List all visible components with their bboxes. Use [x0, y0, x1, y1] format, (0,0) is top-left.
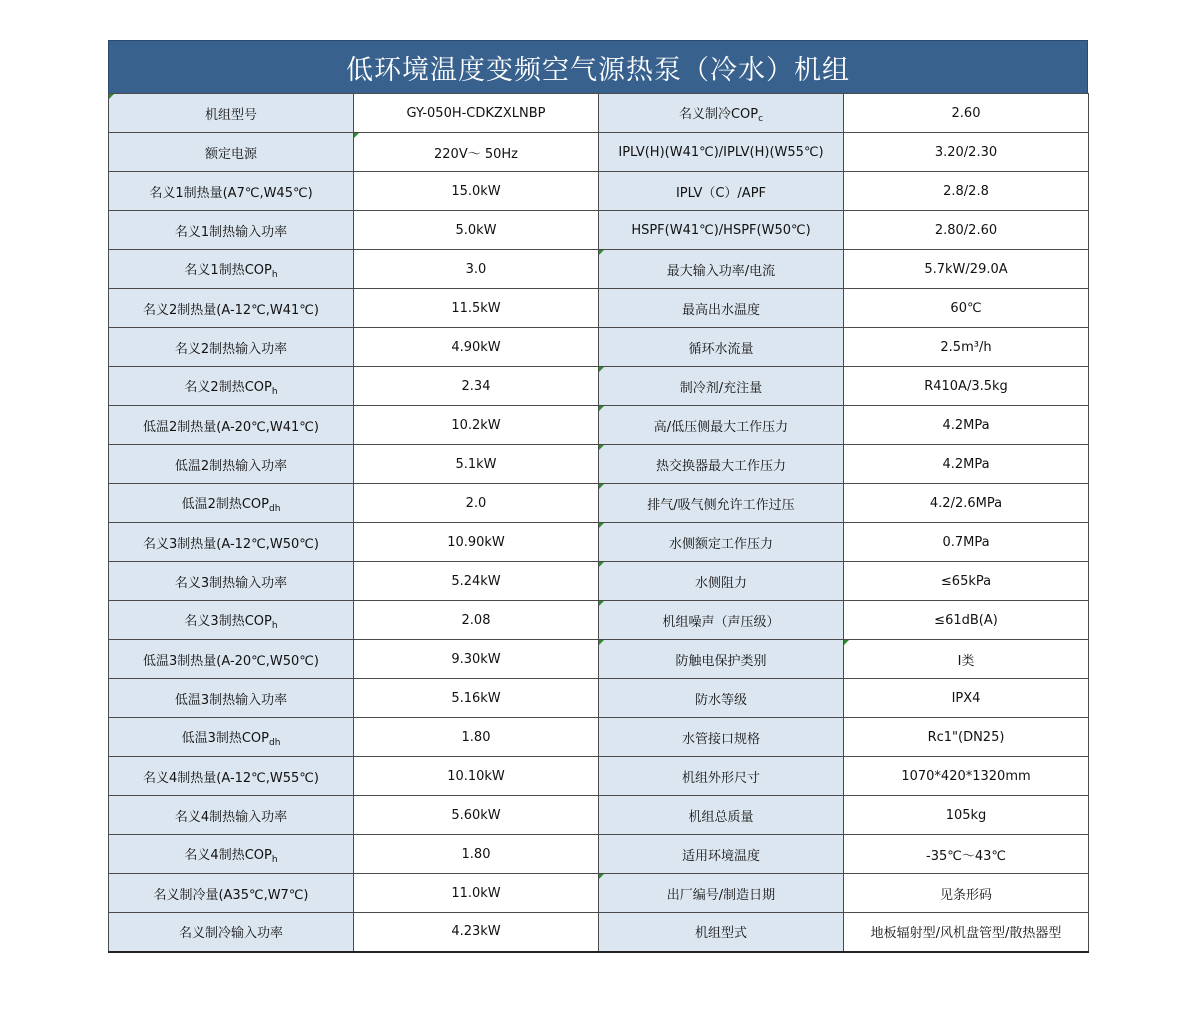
spec-value: [354, 562, 599, 601]
spec-label-text: 名义4制热输入功率: [174, 809, 288, 825]
subscript: h: [271, 386, 278, 397]
table-row: [109, 445, 1089, 484]
spec-value: [354, 289, 599, 328]
spec-value-text: 地板辐射型/风机盘管型/散热器型: [870, 926, 1062, 942]
spec-value: [844, 406, 1089, 445]
spec-value: [354, 484, 599, 523]
spec-label-text: 名义4制热COP: [184, 847, 272, 863]
spec-value-text: 4.2/2.6MPa: [929, 495, 1003, 511]
spec-label: [599, 211, 844, 250]
spec-value-text: 4.2MPa: [942, 417, 990, 433]
spec-value-text: Rc1"(DN25): [927, 729, 1005, 745]
spec-value-text: 5.16kW: [451, 690, 501, 706]
spec-label: [109, 133, 354, 172]
spec-label-text: 机组外形尺寸: [681, 770, 760, 786]
spec-value: [354, 172, 599, 211]
spec-label: [599, 133, 844, 172]
spec-value: [354, 874, 599, 913]
spec-label: [109, 562, 354, 601]
spec-value: [844, 913, 1089, 952]
table-row: [109, 289, 1089, 328]
spec-label-text: 制冷剂/充注量: [679, 380, 763, 396]
table-row: [109, 523, 1089, 562]
spec-value-text: 4.23kW: [451, 924, 501, 940]
table-row: [109, 679, 1089, 718]
spec-value-text: IPX4: [951, 690, 981, 706]
spec-label-text: 名义制冷COP: [678, 106, 759, 122]
spec-label-text: 低温3制热COP: [181, 730, 269, 746]
spec-label: [109, 640, 354, 679]
spec-label-text: 低温2制热输入功率: [174, 458, 288, 474]
spec-value: [354, 133, 599, 172]
spec-label-text: 名义1制热COP: [184, 262, 272, 278]
table-row: [109, 211, 1089, 250]
spec-label: [599, 874, 844, 913]
spec-label-text: 适用环境温度: [681, 848, 760, 864]
spec-label-text: 机组噪声（声压级）: [662, 614, 780, 630]
spec-value: [354, 94, 599, 133]
spec-sheet: [108, 40, 1088, 953]
spec-value: [844, 484, 1089, 523]
spec-label-text: 名义2制热量(A-12℃,W41℃): [143, 302, 319, 318]
spec-value: [354, 250, 599, 289]
spec-value-text: -35℃～43℃: [926, 848, 1006, 864]
spec-value: [844, 445, 1089, 484]
spec-label-text: 名义1制热输入功率: [174, 224, 288, 240]
spec-value-text: 2.5m³/h: [940, 339, 992, 355]
table-row: [109, 601, 1089, 640]
table-row: [109, 406, 1089, 445]
spec-value: [844, 328, 1089, 367]
spec-value-text: I类: [957, 653, 975, 669]
spec-label-text: 低温2制热COP: [181, 496, 269, 512]
spec-label-text: IPLV（C）/APF: [675, 185, 767, 201]
spec-label: [599, 679, 844, 718]
spec-label: [599, 289, 844, 328]
spec-label: [599, 367, 844, 406]
spec-value-text: 220V～ 50Hz: [434, 146, 518, 162]
spec-label: [109, 172, 354, 211]
spec-value-text: 3.0: [465, 261, 487, 277]
spec-label: [109, 289, 354, 328]
spec-label: [109, 250, 354, 289]
spec-value-text: 4.2MPa: [942, 456, 990, 472]
spec-label: [599, 757, 844, 796]
table-row: [109, 913, 1089, 952]
spec-value: [354, 211, 599, 250]
spec-value-text: 10.90kW: [447, 534, 505, 550]
spec-value: [844, 211, 1089, 250]
spec-value-text: ≤65kPa: [940, 573, 992, 589]
spec-label-text: 排气/吸气侧允许工作过压: [647, 497, 795, 513]
spec-label-text: 高/低压侧最大工作压力: [653, 419, 789, 435]
spec-value-text: 1.80: [461, 846, 491, 862]
spec-label-text: 热交换器最大工作压力: [655, 458, 786, 474]
spec-label: [109, 445, 354, 484]
spec-label-text: 最大输入功率/电流: [666, 263, 776, 279]
spec-value: [844, 523, 1089, 562]
table-row: [109, 562, 1089, 601]
subscript: dh: [269, 503, 281, 514]
spec-value-text: 2.34: [461, 378, 491, 394]
spec-label: [109, 679, 354, 718]
subscript: h: [271, 854, 278, 865]
spec-value-text: 1.80: [461, 729, 491, 745]
spec-value-text: 60℃: [950, 300, 982, 316]
spec-label: [109, 757, 354, 796]
spec-label-text: 水侧额定工作压力: [668, 536, 773, 552]
subscript: dh: [269, 737, 281, 748]
spec-value: [844, 835, 1089, 874]
spec-label-text: 名义制冷输入功率: [178, 926, 283, 942]
spec-label-text: 名义3制热量(A-12℃,W50℃): [143, 536, 319, 552]
table-row: [109, 835, 1089, 874]
spec-value-text: 105kg: [945, 807, 987, 823]
spec-label-text: 名义2制热输入功率: [174, 341, 288, 357]
spec-label: [599, 484, 844, 523]
spec-label: [109, 874, 354, 913]
spec-value: [844, 562, 1089, 601]
spec-value: [844, 250, 1089, 289]
spec-value-text: 15.0kW: [451, 183, 501, 199]
spec-label: [109, 718, 354, 757]
spec-label: [599, 835, 844, 874]
spec-value-text: 2.0: [465, 495, 487, 511]
table-row: [109, 796, 1089, 835]
spec-value: [354, 913, 599, 952]
spec-value-text: 见条形码: [939, 887, 992, 903]
spec-label-text: 名义2制热COP: [184, 379, 272, 395]
sheet-title: 低环境温度变频空气源热泵（冷水）机组: [108, 40, 1088, 93]
spec-label: [599, 913, 844, 952]
table-row: [109, 484, 1089, 523]
spec-value-text: 5.24kW: [451, 573, 501, 589]
spec-value: [354, 523, 599, 562]
spec-value: [354, 601, 599, 640]
spec-value-text: R410A/3.5kg: [924, 378, 1008, 394]
spec-label: [599, 445, 844, 484]
spec-label-text: 低温3制热输入功率: [174, 692, 288, 708]
table-row: [109, 328, 1089, 367]
spec-value-text: GY-050H-CDKZXLNBP: [406, 105, 546, 121]
spec-label-text: 名义制冷量(A35℃,W7℃): [153, 887, 309, 903]
table-row: [109, 250, 1089, 289]
spec-value: [354, 679, 599, 718]
spec-label-text: 名义3制热输入功率: [174, 575, 288, 591]
spec-label: [599, 172, 844, 211]
spec-label: [599, 523, 844, 562]
spec-value: [844, 874, 1089, 913]
spec-label-text: 名义3制热COP: [184, 613, 272, 629]
spec-value: [354, 796, 599, 835]
spec-label: [109, 601, 354, 640]
spec-value: [354, 640, 599, 679]
spec-value: [844, 679, 1089, 718]
spec-label-text: 机组总质量: [688, 809, 754, 825]
spec-label: [109, 484, 354, 523]
spec-value-text: 2.08: [461, 612, 491, 628]
spec-label: [599, 328, 844, 367]
spec-value: [844, 367, 1089, 406]
table-row: [109, 172, 1089, 211]
spec-label-text: 低温3制热量(A-20℃,W50℃): [143, 653, 319, 669]
spec-value-text: 2.60: [951, 105, 981, 121]
spec-value: [844, 640, 1089, 679]
spec-label: [109, 523, 354, 562]
spec-label-text: HSPF(W41℃)/HSPF(W50℃): [631, 222, 811, 238]
spec-value-text: ≤61dB(A): [934, 612, 998, 628]
table-row: [109, 640, 1089, 679]
spec-label-text: 水侧阻力: [694, 575, 747, 591]
spec-value: [844, 757, 1089, 796]
spec-value-text: 11.5kW: [451, 300, 501, 316]
spec-label: [599, 601, 844, 640]
spec-value-text: 10.10kW: [447, 768, 505, 784]
spec-label-text: 机组型号: [204, 107, 257, 123]
spec-label-text: 低温2制热量(A-20℃,W41℃): [143, 419, 319, 435]
spec-label-text: 出厂编号/制造日期: [666, 887, 776, 903]
spec-label-text: 额定电源: [204, 146, 257, 162]
spec-value: [354, 406, 599, 445]
spec-value-text: 9.30kW: [451, 651, 501, 667]
subscript: h: [271, 269, 278, 280]
spec-label-text: 机组型式: [694, 926, 747, 942]
spec-label: [599, 406, 844, 445]
spec-table: [108, 93, 1089, 953]
spec-value-text: 3.20/2.30: [934, 144, 998, 160]
spec-value-text: 5.7kW/29.0A: [924, 261, 1008, 277]
spec-value: [844, 133, 1089, 172]
spec-value-text: 5.1kW: [455, 456, 497, 472]
spec-value: [354, 328, 599, 367]
spec-label-text: 名义4制热量(A-12℃,W55℃): [143, 770, 319, 786]
spec-value: [354, 367, 599, 406]
spec-label: [599, 640, 844, 679]
spec-label: [109, 367, 354, 406]
spec-label-text: 防触电保护类别: [675, 653, 767, 669]
spec-value: [354, 757, 599, 796]
spec-value: [844, 601, 1089, 640]
table-row: [109, 757, 1089, 796]
spec-label-text: 水管接口规格: [681, 731, 760, 747]
spec-value: [844, 718, 1089, 757]
spec-value-text: 10.2kW: [451, 417, 501, 433]
spec-label-text: 名义1制热量(A7℃,W45℃): [149, 185, 313, 201]
table-row: [109, 718, 1089, 757]
spec-label: [599, 94, 844, 133]
spec-value-text: 5.60kW: [451, 807, 501, 823]
spec-label: [599, 718, 844, 757]
spec-label: [109, 835, 354, 874]
spec-label-text: 循环水流量: [688, 341, 754, 357]
spec-value: [354, 445, 599, 484]
spec-label: [109, 211, 354, 250]
spec-value-text: 2.8/2.8: [943, 183, 989, 199]
spec-value: [844, 796, 1089, 835]
table-row: [109, 367, 1089, 406]
subscript: h: [271, 620, 278, 631]
table-row: [109, 874, 1089, 913]
spec-label: [599, 250, 844, 289]
spec-value-text: 4.90kW: [451, 339, 501, 355]
spec-label: [109, 328, 354, 367]
spec-value: [844, 289, 1089, 328]
spec-label-text: 最高出水温度: [681, 302, 760, 318]
spec-value: [354, 835, 599, 874]
spec-label: [109, 94, 354, 133]
spec-value-text: 1070*420*1320mm: [901, 768, 1031, 784]
spec-value-text: 11.0kW: [451, 885, 501, 901]
spec-value-text: 5.0kW: [455, 222, 497, 238]
spec-value: [844, 94, 1089, 133]
spec-label-text: 防水等级: [694, 692, 747, 708]
subscript: c: [758, 113, 764, 124]
spec-label: [109, 913, 354, 952]
spec-value-text: 2.80/2.60: [934, 222, 998, 238]
spec-value: [844, 172, 1089, 211]
spec-label: [599, 796, 844, 835]
spec-value: [354, 718, 599, 757]
spec-label: [599, 562, 844, 601]
table-row: [109, 94, 1089, 133]
table-row: [109, 133, 1089, 172]
spec-value-text: 0.7MPa: [942, 534, 990, 550]
spec-label-text: IPLV(H)(W41℃)/IPLV(H)(W55℃): [618, 144, 824, 160]
spec-label: [109, 406, 354, 445]
spec-label: [109, 796, 354, 835]
